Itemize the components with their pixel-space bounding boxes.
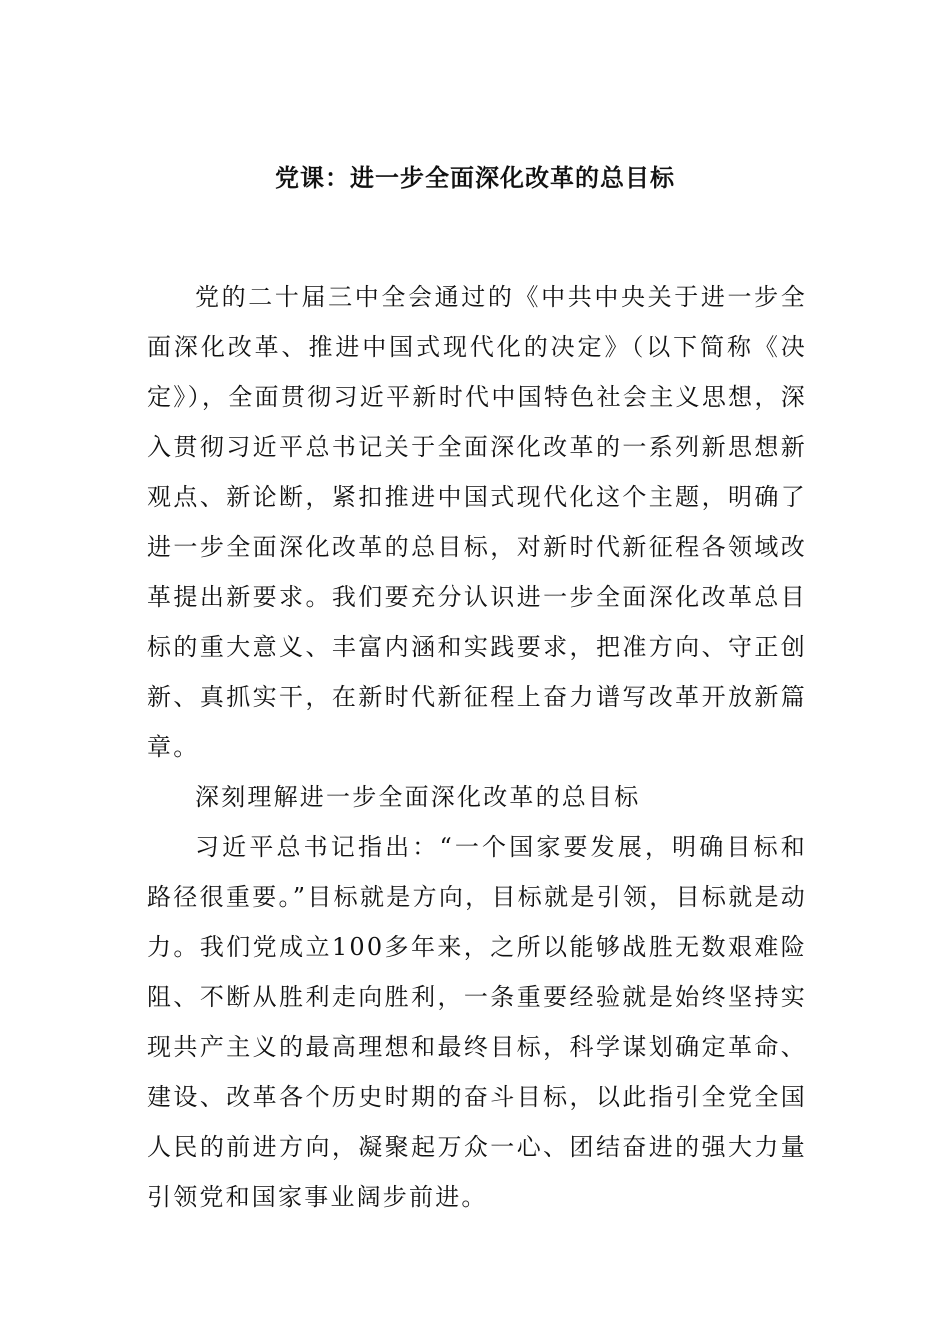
document-title: 党课：进一步全面深化改革的总目标: [275, 163, 675, 192]
section-paragraph: 习近平总书记指出：“一个国家要发展，明确目标和路径很重要。”目标就是方向，目标就是引领，目标就是动力。我们党成立100多年来，之所以能够战胜无数艰难险阻、不断从胜利走向胜利，一条重要经验就是始终坚持实现共产主义的最高理想和最终目标，科学谋划确定革命、建设、改革各个历史时期的奋斗目标，以此指引全党全国人民的前进方向，凝聚起万众一心、团结奋进的强大力量引领党和国家事业阔步前进。: [147, 833, 807, 1211]
section-heading: 深刻理解进一步全面深化改革的总目标: [195, 783, 641, 811]
document-body: [147, 272, 807, 1222]
intro-paragraph: 党的二十届三中全会通过的《中共中央关于进一步全面深化改革、推进中国式现代化的决定》（以下简称《决定》），全面贯彻习近平新时代中国特色社会主义思想，深入贯彻习近平总书记关于全面深化改革的一系列新思想新观点、新论断，紧扣推进中国式现代化这个主题，明确了进一步全面深化改革的总目标，对新时代新征程各领域改革提出新要求。我们要充分认识进一步全面深化改革总目标的重大意义、丰富内涵和实践要求，把准方向、守正创新、真抓实干，在新时代新征程上奋力谱写改革开放新篇章。: [147, 283, 807, 761]
